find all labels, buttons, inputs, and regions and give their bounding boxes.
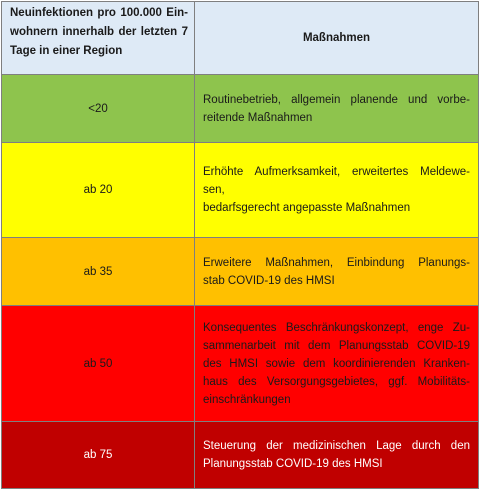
table-row [2, 306, 479, 422]
measures-line: bedarfsgerecht angepasste Maßnahmen [203, 202, 411, 214]
measures-text [195, 143, 479, 238]
incidence-level: <20 [2, 75, 195, 143]
table-header-row [2, 2, 479, 75]
incidence-level: ab 20 [2, 143, 195, 238]
header-incidence [2, 2, 195, 75]
measures-line: sammenarbeit mit dem Planungsstab COVID-19 [203, 339, 470, 352]
header-incidence-line: wohnern innerhalb der letzten 7 [10, 26, 188, 38]
measures-line: Steuerung der medizinischen Lage durch den [203, 440, 470, 452]
incidence-level: ab 50 [2, 306, 195, 422]
measures-line: Erweitere Maßnahmen, Einbindung Planungs- [203, 256, 470, 269]
table-row [2, 75, 479, 143]
measures-line: des HMSI sowie dem koordinierenden Kranken- [203, 357, 470, 370]
measures-line: Planungsstab COVID-19 des HMSI [203, 458, 383, 470]
measures-line: reitende Maßnahmen [203, 111, 313, 124]
table-row [2, 238, 479, 306]
measures-text [195, 306, 479, 422]
incidence-level: ab 75 [2, 422, 195, 489]
header-incidence-line: Tage in einer Region [10, 45, 123, 57]
measures-line: sen, [203, 184, 225, 196]
measures-line: einschränkungen [203, 393, 291, 406]
header-incidence-line: Neuinfektionen pro 100.000 Ein- [10, 7, 188, 19]
measures-line: haus des Versorgungsgebietes, ggf. Mobilitäts- [203, 375, 470, 388]
measures-line: Routinebetrieb, allgemein planende und vorbe- [203, 93, 470, 106]
incidence-level: ab 35 [2, 238, 195, 306]
measures-text [195, 422, 479, 489]
measures-line: stab COVID-19 des HMSI [203, 274, 335, 287]
measures-text [195, 238, 479, 306]
measures-table [1, 1, 479, 489]
measures-table-frame [1, 1, 478, 470]
table-row [2, 143, 479, 238]
header-measures: Maßnahmen [195, 2, 479, 75]
measures-line: Erhöhte Aufmerksamkeit, erweitertes Meldewe- [203, 166, 470, 178]
measures-line: Konsequentes Beschränkungskonzept, enge Zu- [203, 321, 470, 334]
measures-text [195, 75, 479, 143]
table-row [2, 422, 479, 489]
